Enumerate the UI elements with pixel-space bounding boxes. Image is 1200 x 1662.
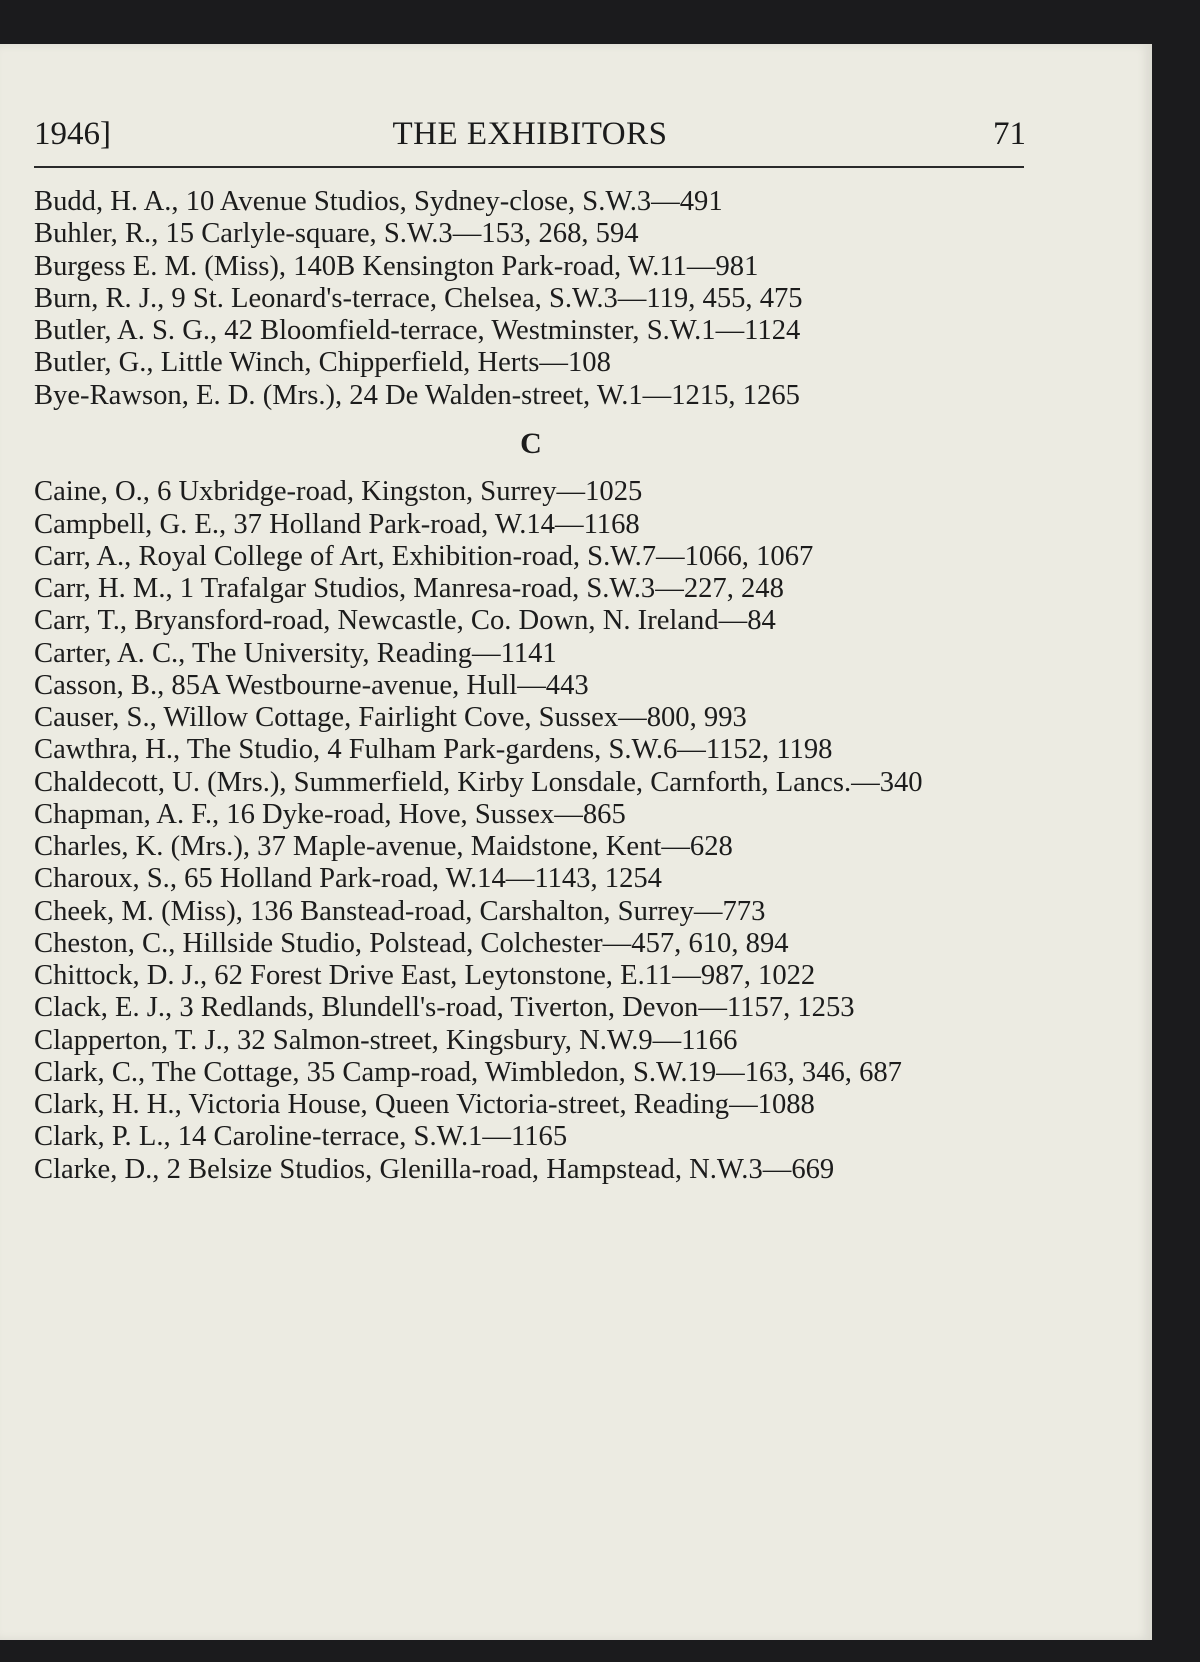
list-item: Charles, K. (Mrs.), 37 Maple-avenue, Maidstone, Kent—628 <box>34 831 733 862</box>
list-item: Clarke, D., 2 Belsize Studios, Glenilla-road, Hampstead, N.W.3—669 <box>34 1153 835 1185</box>
list-item: Charoux, S., 65 Holland Park-road, W.14—1143, 1254 <box>34 863 662 895</box>
list-item: Chittock, D. J., 62 Forest Drive East, Leytonstone, E.11—987, 1022 <box>34 960 816 991</box>
list-item: Chaldecott, U. (Mrs.), Summerfield, Kirby Lonsdale, Carnforth, Lancs.—340 <box>34 766 923 798</box>
page-header <box>34 116 1026 166</box>
list-item: Burn, R. J., 9 St. Leonard's-terrace, Chelsea, S.W.3—119, 455, 475 <box>34 282 803 314</box>
list-item: Casson, B., 85A Westbourne-avenue, Hull—443 <box>34 669 589 701</box>
list-item: Clark, P. L., 14 Caroline-terrace, S.W.1—1165 <box>34 1121 568 1153</box>
list-item: Budd, H. A., 10 Avenue Studios, Sydney-close, S.W.3—491 <box>34 186 723 217</box>
list-item: Caine, O., 6 Uxbridge-road, Kingston, Surrey—1025 <box>34 476 643 508</box>
list-item: Butler, G., Little Winch, Chipperfield, Herts—108 <box>34 347 611 379</box>
list-item: Butler, A. S. G., 42 Bloomfield-terrace, Westminster, S.W.1—1124 <box>34 315 801 346</box>
entries-b-group <box>34 186 1028 412</box>
list-item: Burgess E. M. (Miss), 140B Kensington Park-road, W.11—981 <box>34 250 759 282</box>
list-item: Causer, S., Willow Cottage, Fairlight Cove, Sussex—800, 993 <box>34 702 747 733</box>
list-item: Clark, C., The Cottage, 35 Camp-road, Wimbledon, S.W.19—163, 346, 687 <box>34 1056 902 1088</box>
exhibitor-list <box>34 186 1028 1186</box>
list-item: Buhler, R., 15 Carlyle-square, S.W.3—153, 268, 594 <box>34 218 639 250</box>
page-number: 71 <box>993 116 1026 152</box>
list-item: Bye-Rawson, E. D. (Mrs.), 24 De Walden-street, W.1—1215, 1265 <box>34 379 800 411</box>
list-item: Clapperton, T. J., 32 Salmon-street, Kingsbury, N.W.9—1166 <box>34 1024 738 1056</box>
header-rule <box>34 166 1024 168</box>
list-item: Clark, H. H., Victoria House, Queen Victoria-street, Reading—1088 <box>34 1089 815 1120</box>
section-letter: C <box>520 426 542 460</box>
list-item: Clack, E. J., 3 Redlands, Blundell's-road, Tiverton, Devon—1157, 1253 <box>34 992 855 1024</box>
header-year: 1946] <box>34 116 111 152</box>
list-item: Carr, A., Royal College of Art, Exhibition-road, S.W.7—1066, 1067 <box>34 540 814 572</box>
list-item: Carr, T., Bryansford-road, Newcastle, Co. Down, N. Ireland—84 <box>34 605 776 637</box>
page-title: THE EXHIBITORS <box>392 116 668 152</box>
list-item: Carr, H. M., 1 Trafalgar Studios, Manresa-road, S.W.3—227, 248 <box>34 573 784 604</box>
list-item: Cheston, C., Hillside Studio, Polstead, Colchester—457, 610, 894 <box>34 927 789 959</box>
list-item: Cheek, M. (Miss), 136 Banstead-road, Carshalton, Surrey—773 <box>34 895 766 927</box>
list-item: Campbell, G. E., 37 Holland Park-road, W.14—1168 <box>34 508 640 540</box>
list-item: Chapman, A. F., 16 Dyke-road, Hove, Sussex—865 <box>34 798 626 830</box>
entries-c-group <box>34 476 1028 1186</box>
list-item: Cawthra, H., The Studio, 4 Fulham Park-gardens, S.W.6—1152, 1198 <box>34 734 833 766</box>
list-item: Carter, A. C., The University, Reading—1141 <box>34 637 557 669</box>
